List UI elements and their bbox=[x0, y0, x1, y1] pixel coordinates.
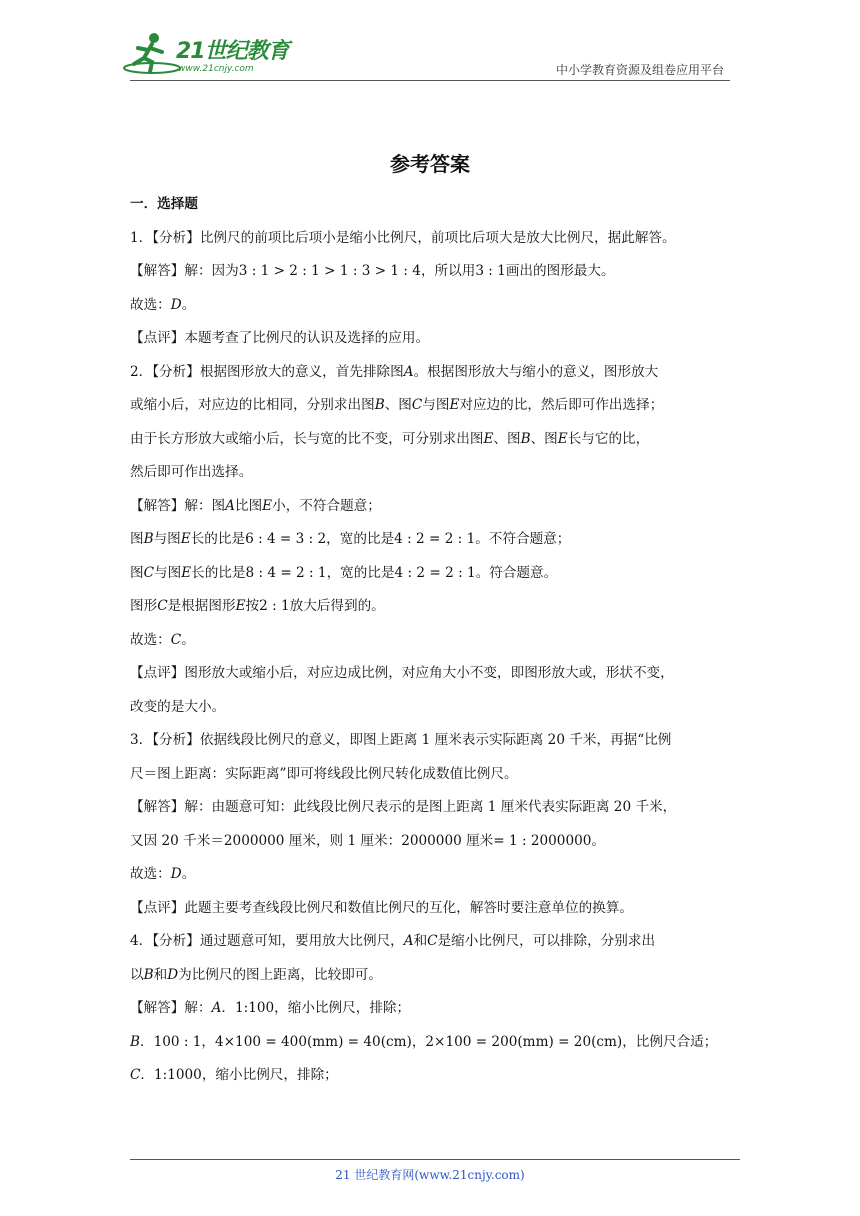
q2-analysis-line3: 由于长方形放大或缩小后，长与宽的比不变，可分别求出图E、图B、图E长与它的比， bbox=[130, 430, 650, 447]
q2-analysis-line2: 或缩小后，对应边的比相同，分别求出图B、图C与图E对应边的比，然后即可作出选择； bbox=[130, 397, 664, 413]
header-divider bbox=[130, 80, 730, 81]
runner-logo-icon bbox=[122, 30, 182, 78]
q4-solution-b: B．100 : 1，4×100 = 400(mm) = 40(cm)，2×100 = 200(mm) = 20(cm)，比例尺合适； bbox=[130, 1033, 718, 1050]
q2-analysis-line4: 然后即可作出选择。 bbox=[130, 464, 253, 480]
q2-solution-line4: 图形C是根据图形E按2 : 1放大后得到的。 bbox=[130, 598, 385, 614]
q3-analysis-line1: 3．【分析】依据线段比例尺的意义，即图上距离 1 厘米表示实际距离 20 千米，再据“比例 bbox=[130, 732, 672, 748]
q4-analysis-line1: 4．【分析】通过题意可知，要用放大比例尺，A和C是缩小比例尺，可以排除，分别求出 bbox=[130, 933, 656, 949]
logo-url: www.21cnjy.com bbox=[178, 64, 254, 74]
q3-comment: 【点评】此题主要考查线段比例尺和数值比例尺的互化，解答时要注意单位的换算。 bbox=[130, 899, 633, 916]
page-header bbox=[0, 0, 860, 90]
answer-content bbox=[130, 188, 732, 1093]
q1-answer: 【解答】解：因为3 : 1 > 2 : 1 > 1 : 3 > 1 : 4，所以用3 : 1画出的图形最大。 bbox=[130, 263, 615, 279]
q2-solution-line3: 图C与图E长的比是8 : 4 = 2 : 1，宽的比是4 : 2 = 2 : 1。符合题意。 bbox=[130, 564, 558, 581]
q1-comment: 【点评】本题考查了比例尺的认识及选择的应用。 bbox=[130, 330, 430, 346]
page-title: 参考答案 bbox=[390, 152, 470, 176]
q2-comment-line2: 改变的是大小。 bbox=[130, 698, 226, 715]
q4-analysis-line2: 以B和D为比例尺的图上距离，比较即可。 bbox=[130, 966, 382, 983]
q3-solution-line1: 【解答】解：由题意可知：此线段比例尺表示的是图上距离 1 厘米代表实际距离 20 千米， bbox=[130, 799, 677, 815]
q2-choice: 故选：C。 bbox=[130, 631, 195, 648]
q4-solution-a: 【解答】解：A．1:100，缩小比例尺，排除； bbox=[130, 1000, 411, 1016]
math-expression: 3 : 1 > 2 : 1 > 1 : 3 > 1 : 4 bbox=[238, 263, 421, 279]
q3-analysis-line2: 尺＝图上距离：实际距离”即可将线段比例尺转化成数值比例尺。 bbox=[130, 765, 518, 782]
section-heading: 一．选择题 bbox=[130, 196, 198, 212]
q3-solution-line2: 又因 20 千米＝2000000 厘米，则 1 厘米：2000000 厘米= 1 : 2000000。 bbox=[130, 832, 605, 849]
logo bbox=[122, 30, 292, 80]
logo-text: 21世纪教育 bbox=[176, 39, 289, 64]
q2-analysis-line1: 2．【分析】根据图形放大的意义，首先排除图A。根据图形放大与缩小的意义，图形放大 bbox=[130, 363, 659, 380]
platform-name: 中小学教育资源及组卷应用平台 bbox=[555, 63, 724, 77]
q3-choice: 故选：D。 bbox=[130, 866, 196, 882]
q1-choice: 故选：D。 bbox=[130, 296, 196, 313]
q2-solution-line1: 【解答】解：图A比图E小，不符合题意； bbox=[130, 497, 381, 514]
q1-analysis: 1．【分析】比例尺的前项比后项小是缩小比例尺，前项比后项大是放大比例尺，据此解答。 bbox=[130, 229, 676, 246]
math-expression: 3 : 1 bbox=[475, 263, 506, 279]
q2-solution-line2: 图B与图E长的比是6 : 4 = 3 : 2，宽的比是4 : 2 = 2 : 1。不符合题意； bbox=[130, 531, 571, 547]
q2-comment-line1: 【点评】图形放大或缩小后，对应边成比例，对应角大小不变，即图形放大或，形状不变， bbox=[130, 665, 674, 681]
page-footer: 21 世纪教育网(www.21cnjy.com) bbox=[335, 1168, 525, 1182]
footer-divider bbox=[130, 1159, 740, 1160]
q4-solution-c: C．1:1000，缩小比例尺，排除； bbox=[130, 1067, 338, 1083]
